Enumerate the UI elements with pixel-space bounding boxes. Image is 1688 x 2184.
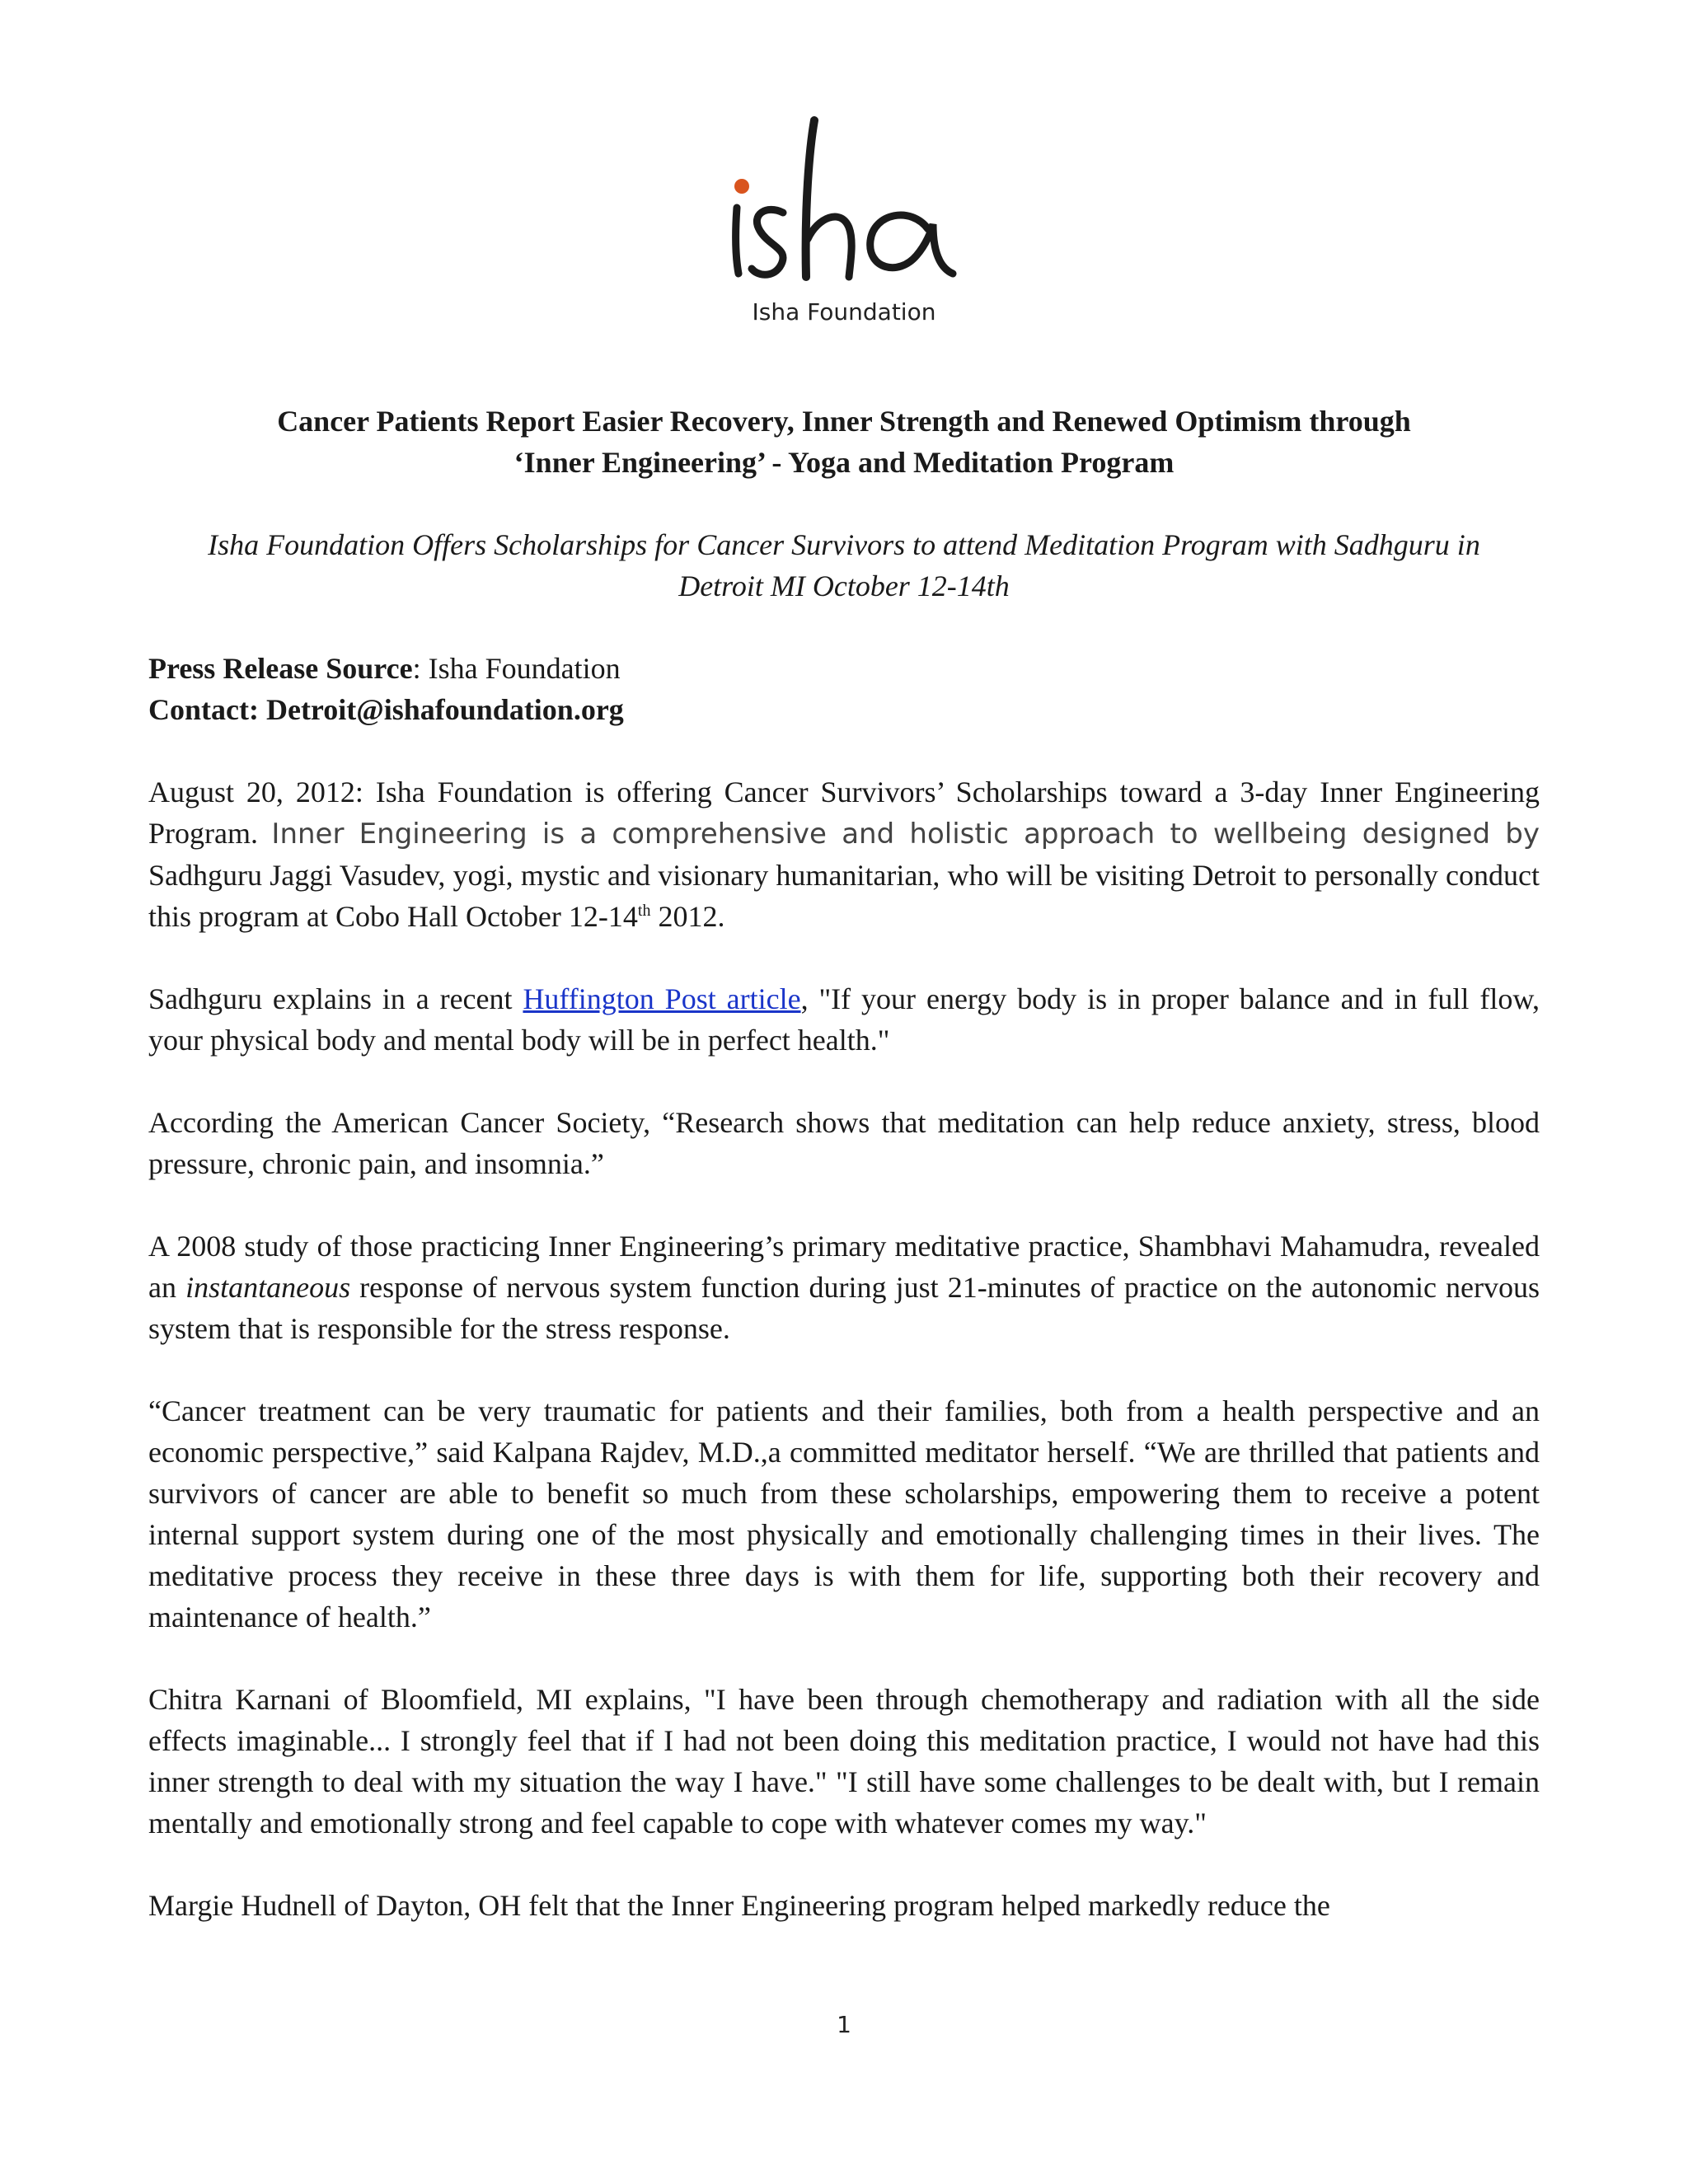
- contact-line: [148, 689, 1540, 730]
- paragraph-3: According the American Cancer Society, “Research shows that meditation can help reduce anxiety, stress, blood pressure, chronic pain, and insomnia.”: [148, 1106, 1540, 1180]
- paragraph-7: Margie Hudnell of Dayton, OH felt that the Inner Engineering program helped markedly reduce the: [148, 1889, 1330, 1922]
- paragraph-1-part-b: Inner Engineering is a comprehensive and holistic approach to wellbeing designed by: [271, 818, 1540, 851]
- subtitle-line-1: Isha Foundation Offers Scholarships for Cancer Survivors to attend Meditation Program with Sadhguru in: [208, 528, 1480, 561]
- paragraph-4-part-b: response of nervous system function during just 21-minutes of practice on the autonomic nervous system that is responsible for the stress response.: [148, 1271, 1540, 1345]
- contact-text: Contact: Detroit@ishafoundation.org: [148, 693, 624, 726]
- page-number: 1: [837, 2011, 851, 2038]
- press-release-meta: [148, 648, 1540, 730]
- source-value: : Isha Foundation: [412, 652, 621, 685]
- paragraph-1-part-c: Sadhguru Jaggi Vasudev, yogi, mystic and visionary humanitarian, who will be visiting Detroit to personally conduct this program at Cobo Hall October 12-14: [148, 859, 1540, 933]
- logo-letter-i: [736, 208, 738, 274]
- paragraph-4-emphasis: instantaneous: [185, 1271, 351, 1304]
- logo-letter-h-arch: [808, 217, 851, 277]
- paragraph-2-part-a: Sadhguru explains in a recent: [148, 982, 523, 1015]
- press-release-subtitle: [148, 524, 1540, 607]
- paragraph-1-superscript: th: [637, 902, 651, 920]
- title-line-2: ‘Inner Engineering’ - Yoga and Meditation Program: [513, 446, 1175, 479]
- paragraph-4: [148, 1226, 1540, 1349]
- logo-caption: Isha Foundation: [752, 298, 936, 326]
- logo-letter-h-stem: [806, 120, 814, 277]
- paragraph-1-part-a: August 20, 2012: Isha Foundation is offering Cancer Survivors’ Scholarships toward a 3-day Inner Engineering Program.: [148, 776, 1540, 850]
- paragraph-1-part-d: 2012.: [650, 900, 725, 933]
- paragraph-5: “Cancer treatment can be very traumatic for patients and their families, both from a health perspective and an economic perspective,” said Kalpana Rajdev, M.D.,a committed meditator herself. “We are thrilled that patients and survivors of cancer are able to benefit so much from these scholarships, empowering them to receive a potent internal support system during one of the most physically and emotionally challenging times in their lives. The meditative process they receive in these three days is with them for life, supporting both their recovery and maintenance of health.”: [148, 1394, 1540, 1633]
- source-line: [148, 648, 1540, 689]
- source-label: Press Release Source: [148, 652, 413, 685]
- logo-letter-a: [870, 215, 953, 274]
- logo-letter-s: [752, 209, 783, 274]
- paragraph-4-part-a: A 2008 study of those practicing Inner Engineering’s primary meditative practice, Shambhavi Mahamudra, revealed an: [148, 1230, 1540, 1304]
- press-release-title: [148, 401, 1540, 483]
- paragraph-6: Chitra Karnani of Bloomfield, MI explains, "I have been through chemotherapy and radiation with all the side effects imaginable... I strongly feel that if I had not been doing this meditation practice, I would not have had this inner strength to deal with my situation the way I have." "I still have some challenges to be dealt with, but I remain mentally and emotionally strong and feel capable to cope with whatever comes my way.": [148, 1683, 1540, 1840]
- title-line-1: Cancer Patients Report Easier Recovery, Inner Strength and Renewed Optimism through: [277, 405, 1411, 438]
- subtitle-line-2: Detroit MI October 12-14th: [678, 569, 1010, 602]
- press-release-body: [148, 771, 1540, 1926]
- paragraph-2: [148, 978, 1540, 1061]
- huffington-post-link[interactable]: Huffington Post article: [523, 982, 801, 1015]
- paragraph-1: [148, 771, 1540, 937]
- isha-logo-mark: [725, 115, 964, 297]
- isha-logo: [725, 115, 964, 297]
- logo-dot: [734, 179, 749, 194]
- paragraph-2-part-b: , "If your energy body is in proper balance and in full flow, your physical body and mental body will be in perfect health.": [148, 982, 1540, 1057]
